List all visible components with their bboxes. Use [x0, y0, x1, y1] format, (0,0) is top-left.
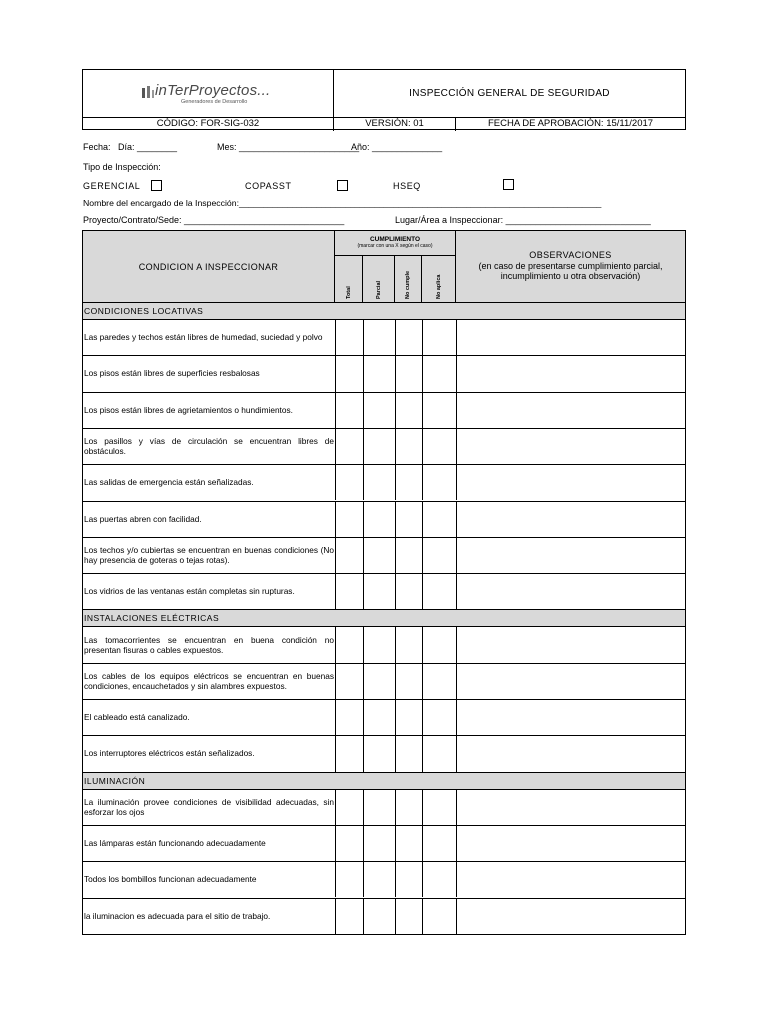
total-cell[interactable] [335, 899, 364, 934]
col-parcial-label: Parcial [375, 280, 382, 299]
gerencial-label: GERENCIAL [83, 181, 141, 191]
copasst-checkbox[interactable] [337, 180, 348, 191]
parcial-cell[interactable] [363, 320, 396, 355]
table-row [83, 663, 685, 699]
no-aplica-cell[interactable] [422, 356, 457, 391]
dia-field[interactable]: Día: ________ [118, 142, 178, 152]
no-aplica-cell[interactable] [422, 627, 457, 662]
total-cell[interactable] [335, 429, 364, 464]
no-cumple-cell[interactable] [395, 538, 423, 573]
parcial-cell[interactable] [363, 627, 396, 662]
total-cell[interactable] [335, 790, 364, 825]
total-cell[interactable] [335, 862, 364, 897]
observaciones-cell[interactable] [456, 736, 686, 771]
no-aplica-cell[interactable] [422, 862, 457, 897]
condition-text: Las tomacorrientes se encuentran en buena condición no presentan fisuras o cables expuestos. [84, 634, 334, 655]
col-parcial [363, 256, 395, 302]
table-row [83, 898, 685, 934]
logo-tagline: Generadores de Desarrollo [181, 99, 248, 105]
total-cell[interactable] [335, 627, 364, 662]
col-total [335, 256, 363, 302]
condition-text: Los pisos están libres de superficies resbalosas [84, 368, 260, 379]
table-row [83, 626, 685, 662]
col-no-aplica [422, 256, 456, 302]
condition-text: Las paredes y techos están libres de humedad, suciedad y polvo [84, 332, 323, 343]
condition-text: Los pisos están libres de agrietamientos o hundimientos. [84, 404, 293, 415]
parcial-cell[interactable] [363, 502, 396, 537]
table-row [83, 699, 685, 735]
codigo: CÓDIGO: FOR-SIG-032 [83, 118, 334, 131]
table-header [83, 231, 685, 302]
table-row [83, 355, 685, 391]
condition-text: la iluminacion es adecuada para el sitio de trabajo. [84, 910, 271, 921]
no-cumple-cell[interactable] [395, 465, 423, 500]
parcial-cell[interactable] [363, 790, 396, 825]
parcial-cell[interactable] [363, 356, 396, 391]
parcial-cell[interactable] [363, 393, 396, 428]
lugar-field[interactable]: Lugar/Área a Inspeccionar: _____________________________ [395, 215, 651, 225]
observaciones-cell[interactable] [456, 538, 686, 573]
col-cumplimiento-sub: (marcar con una X según el caso) [357, 243, 433, 249]
observaciones-cell[interactable] [456, 429, 686, 464]
no-cumple-cell[interactable] [395, 502, 423, 537]
no-cumple-cell[interactable] [395, 899, 423, 934]
total-cell[interactable] [335, 700, 364, 735]
parcial-cell[interactable] [363, 465, 396, 500]
parcial-cell[interactable] [363, 664, 396, 699]
no-cumple-cell[interactable] [395, 790, 423, 825]
tipo-inspeccion-label: Tipo de Inspección: [83, 162, 161, 172]
parcial-cell[interactable] [363, 538, 396, 573]
no-aplica-cell[interactable] [422, 700, 457, 735]
observaciones-cell[interactable] [456, 790, 686, 825]
condition-text: Todos los bombillos funcionan adecuadamente [84, 874, 257, 885]
observaciones-cell[interactable] [456, 356, 686, 391]
document-title: INSPECCIÓN GENERAL DE SEGURIDAD [409, 88, 610, 99]
total-cell[interactable] [335, 320, 364, 355]
col-observaciones [456, 231, 685, 302]
no-cumple-cell[interactable] [395, 356, 423, 391]
inspection-table [82, 230, 686, 935]
condition-text: Las lámparas están funcionando adecuadamente [84, 838, 266, 849]
logo-mark-icon [141, 85, 155, 99]
no-cumple-cell[interactable] [395, 736, 423, 771]
table-row [83, 392, 685, 428]
version: VERSIÓN: 01 [334, 118, 456, 131]
company-logo [141, 82, 281, 110]
observaciones-cell[interactable] [456, 574, 686, 609]
document-header [82, 69, 686, 130]
no-cumple-cell[interactable] [395, 320, 423, 355]
observaciones-cell[interactable] [456, 502, 686, 537]
no-cumple-cell[interactable] [395, 862, 423, 897]
col-condicion: CONDICION A INSPECCIONAR [83, 231, 335, 302]
section-header: CONDICIONES LOCATIVAS [83, 302, 685, 319]
condition-text: Los pasillos y vías de circulación se encuentran libres de obstáculos. [84, 436, 334, 457]
observaciones-cell[interactable] [456, 862, 686, 897]
condition-text: Los cables de los equipos eléctricos se encuentran en buenas condiciones, encauchetados y sin alambres expuestos. [84, 670, 334, 691]
col-cumplimiento [335, 231, 456, 256]
mes-field[interactable]: Mes: ________________________ [217, 142, 360, 152]
hseq-label: HSEQ [393, 181, 421, 191]
col-no-cumple [395, 256, 422, 302]
table-row [83, 735, 685, 771]
fecha-label: Fecha: [83, 142, 111, 152]
col-total-label: Total [345, 286, 352, 299]
parcial-cell[interactable] [363, 429, 396, 464]
no-aplica-cell[interactable] [422, 538, 457, 573]
section-header: ILUMINACIÓN [83, 772, 685, 789]
parcial-cell[interactable] [363, 862, 396, 897]
encargado-field[interactable]: Nombre del encargado de la Inspección:___________________________________________________________________________ [83, 198, 602, 208]
no-aplica-cell[interactable] [422, 393, 457, 428]
parcial-cell[interactable] [363, 899, 396, 934]
observaciones-cell[interactable] [456, 826, 686, 861]
no-aplica-cell[interactable] [422, 320, 457, 355]
observaciones-cell[interactable] [456, 393, 686, 428]
no-aplica-cell[interactable] [422, 826, 457, 861]
col-observaciones-sub1: (en caso de presentarse cumplimiento parcial, [478, 260, 663, 271]
col-no-aplica-label: No aplica [435, 274, 442, 299]
parcial-cell[interactable] [363, 574, 396, 609]
total-cell[interactable] [335, 538, 364, 573]
no-aplica-cell[interactable] [422, 465, 457, 500]
table-row [83, 789, 685, 825]
col-observaciones-title: OBSERVACIONES [529, 250, 612, 260]
total-cell[interactable] [335, 502, 364, 537]
table-row [83, 464, 685, 500]
no-cumple-cell[interactable] [395, 664, 423, 699]
observaciones-cell[interactable] [456, 320, 686, 355]
parcial-cell[interactable] [363, 736, 396, 771]
condition-text: El cableado está canalizado. [84, 712, 190, 723]
no-cumple-cell[interactable] [395, 826, 423, 861]
observaciones-cell[interactable] [456, 664, 686, 699]
no-aplica-cell[interactable] [422, 899, 457, 934]
observaciones-cell[interactable] [456, 700, 686, 735]
total-cell[interactable] [335, 393, 364, 428]
col-cumplimiento-title: CUMPLIMIENTO [369, 236, 421, 243]
proyecto-field[interactable]: Proyecto/Contrato/Sede: ________________________________ [83, 215, 345, 225]
no-aplica-cell[interactable] [422, 574, 457, 609]
table-row [83, 573, 685, 609]
no-aplica-cell[interactable] [422, 502, 457, 537]
total-cell[interactable] [335, 465, 364, 500]
logo-cell [83, 70, 334, 117]
no-cumple-cell[interactable] [395, 393, 423, 428]
no-aplica-cell[interactable] [422, 429, 457, 464]
total-cell[interactable] [335, 826, 364, 861]
condition-text: Las puertas abren con facilidad. [84, 513, 202, 524]
no-cumple-cell[interactable] [395, 627, 423, 662]
observaciones-cell[interactable] [456, 899, 686, 934]
total-cell[interactable] [335, 356, 364, 391]
observaciones-cell[interactable] [456, 465, 686, 500]
condition-text: Las salidas de emergencia están señalizadas. [84, 477, 254, 488]
col-no-cumple-label: No cumple [405, 270, 411, 299]
condition-text: La iluminación provee condiciones de visibilidad adecuadas, sin esforzar los ojos [84, 796, 334, 817]
condition-text: Los techos y/o cubiertas se encuentran en buenas condiciones (No hay presencia de goteras o tejas rotas). [84, 544, 334, 565]
no-cumple-cell[interactable] [395, 574, 423, 609]
no-aplica-cell[interactable] [422, 790, 457, 825]
table-row [83, 428, 685, 464]
ano-field[interactable]: Año: ______________ [351, 142, 443, 152]
table-row [83, 501, 685, 537]
gerencial-checkbox[interactable] [151, 180, 162, 191]
total-cell[interactable] [335, 574, 364, 609]
parcial-cell[interactable] [363, 826, 396, 861]
parcial-cell[interactable] [363, 700, 396, 735]
table-row [83, 861, 685, 897]
copasst-label: COPASST [245, 181, 292, 191]
condition-text: Los vidrios de las ventanas están completas sin rupturas. [84, 586, 295, 597]
logo-text: inTerProyectos... [155, 82, 271, 99]
table-row [83, 825, 685, 861]
condition-text: Los interruptores eléctricos están señalizados. [84, 748, 255, 759]
no-cumple-cell[interactable] [395, 429, 423, 464]
section-header: INSTALACIONES ELÉCTRICAS [83, 609, 685, 626]
total-cell[interactable] [335, 664, 364, 699]
table-row [83, 319, 685, 355]
observaciones-cell[interactable] [456, 627, 686, 662]
header-meta-row [83, 117, 685, 131]
no-aplica-cell[interactable] [422, 736, 457, 771]
total-cell[interactable] [335, 736, 364, 771]
no-cumple-cell[interactable] [395, 700, 423, 735]
table-row [83, 537, 685, 573]
col-observaciones-sub2: incumplimiento u otra observación) [500, 271, 641, 281]
hseq-checkbox[interactable] [503, 179, 514, 190]
no-aplica-cell[interactable] [422, 664, 457, 699]
fecha-aprobacion: FECHA DE APROBACIÓN: 15/11/2017 [487, 118, 654, 129]
